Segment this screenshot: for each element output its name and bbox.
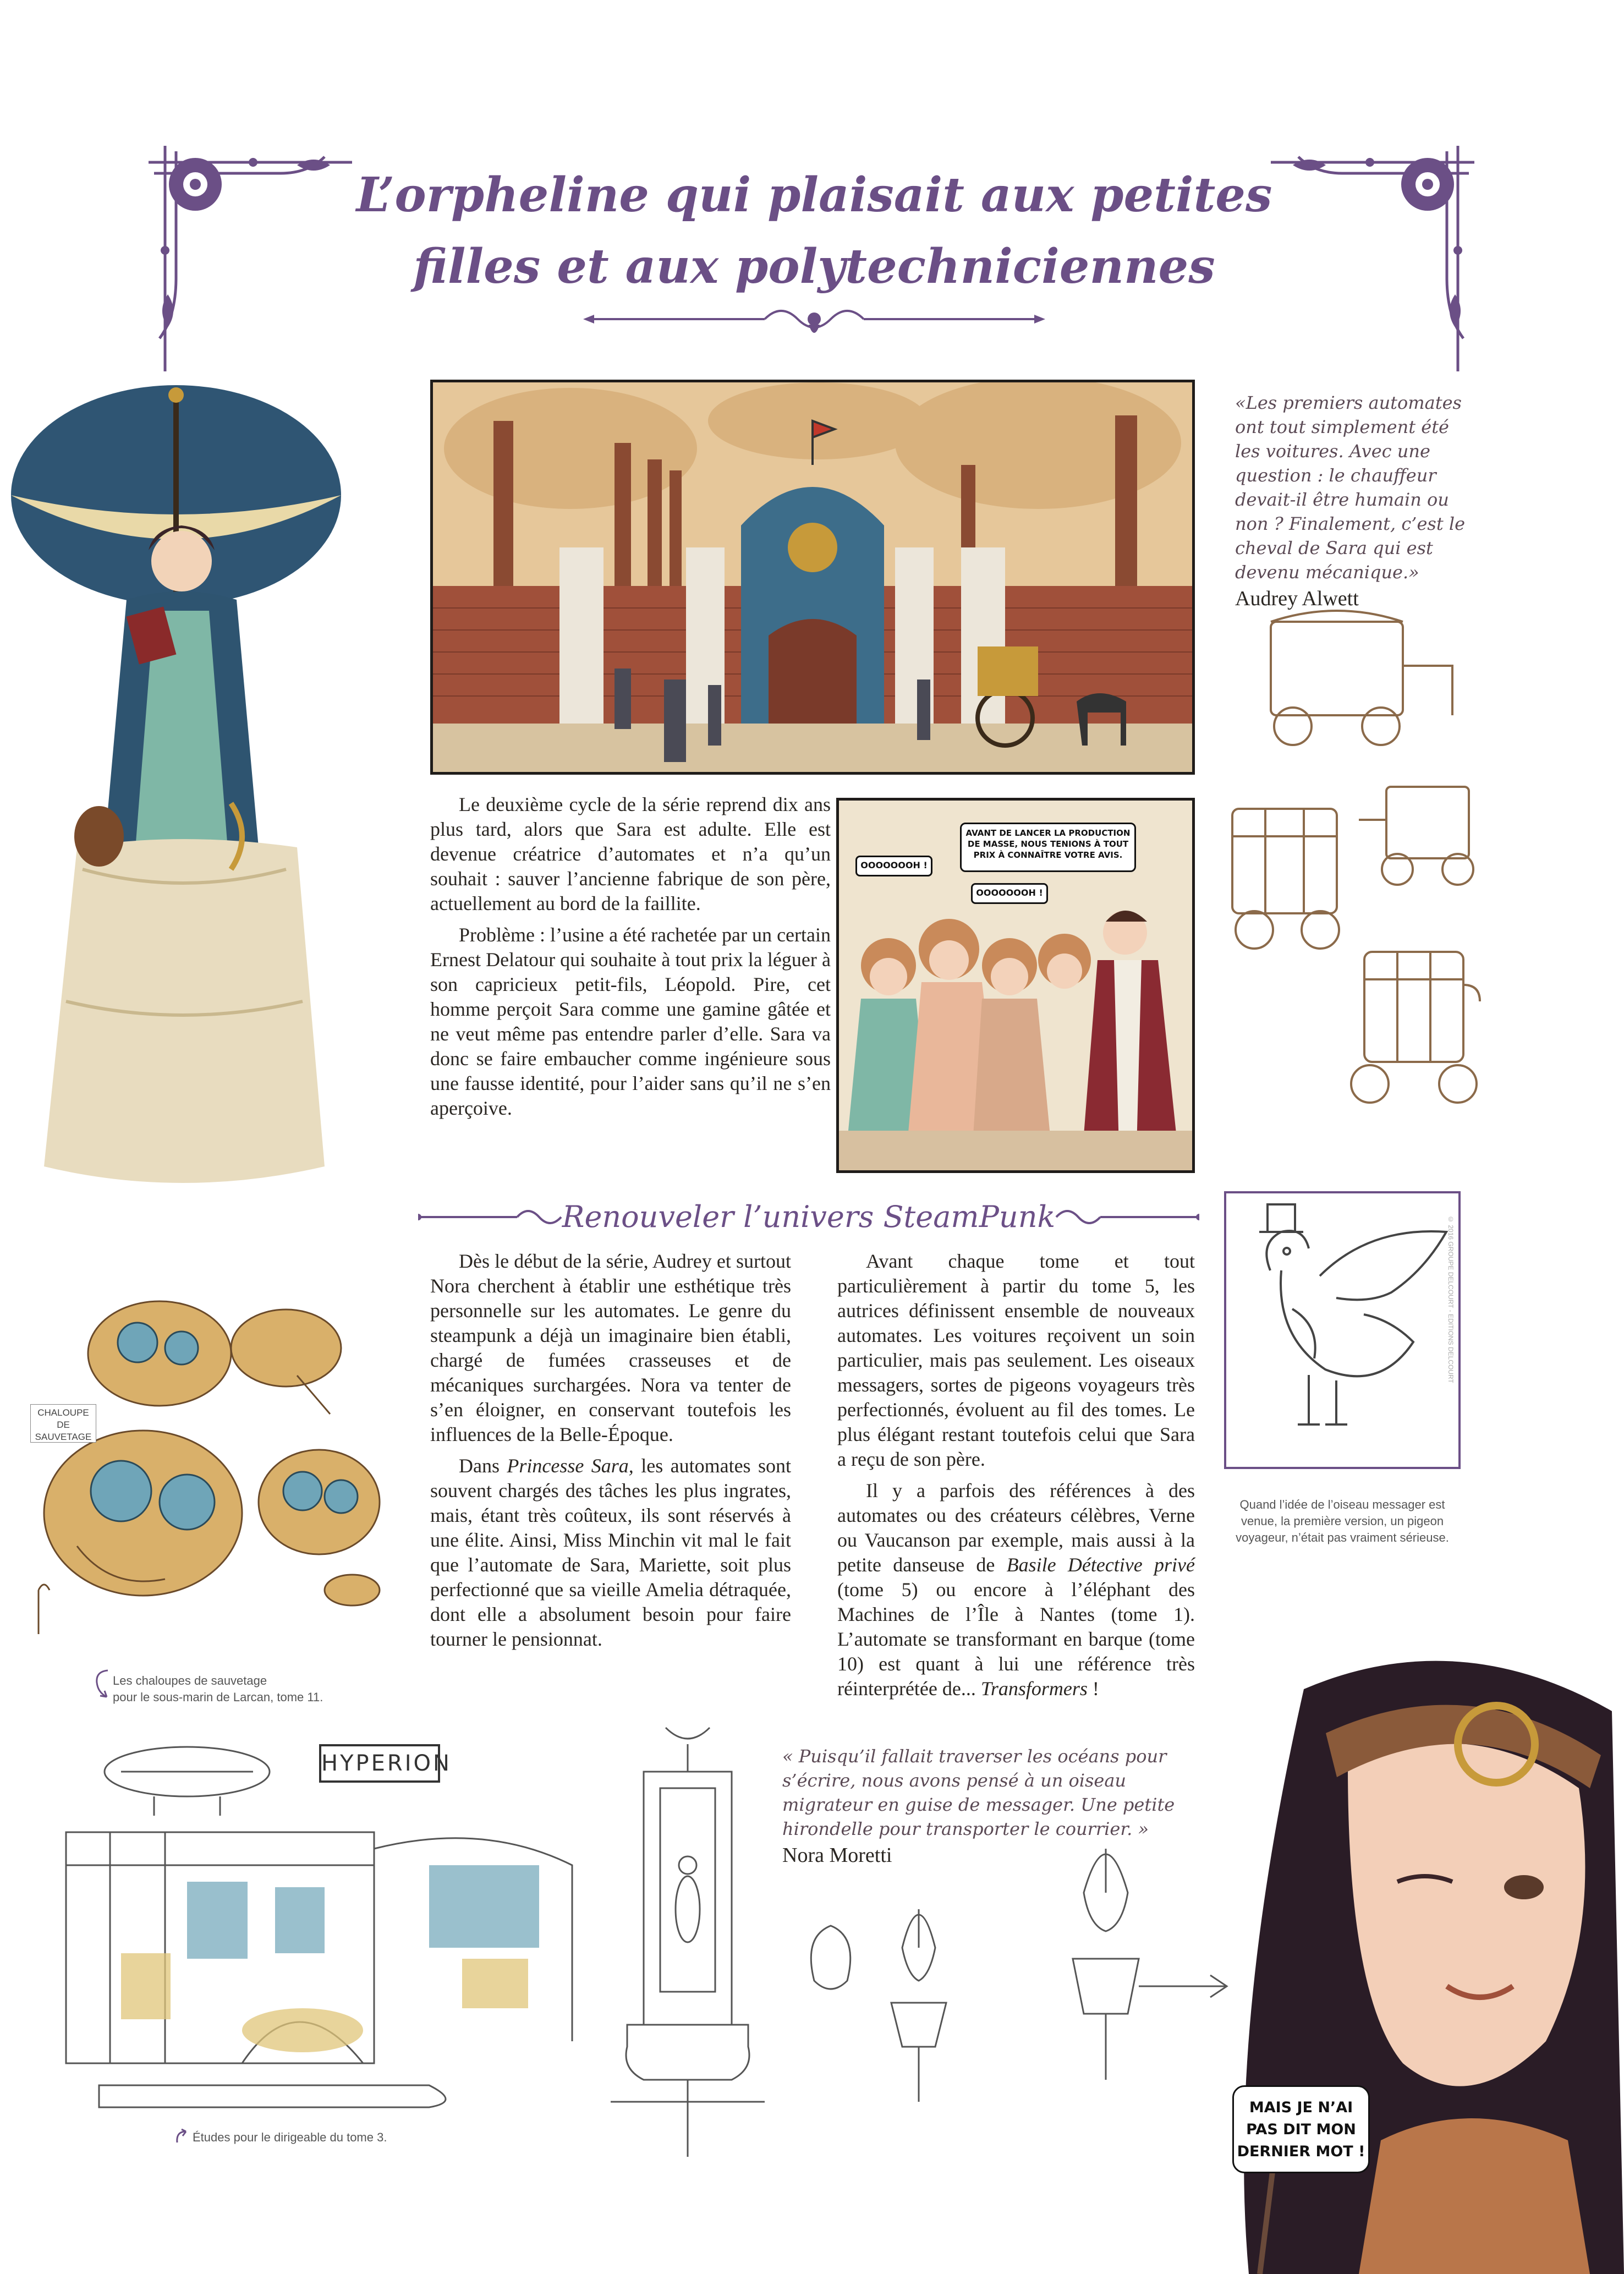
- title-divider-ornament: [583, 297, 1045, 341]
- quote-nora-author: Nora Moretti: [782, 1844, 892, 1867]
- col1-p2-title-princesse-sara: Princesse Sara,: [507, 1455, 634, 1477]
- corner-ornament-left: [143, 140, 358, 377]
- airship-caption: Études pour le dirigeable du tome 3.: [193, 2130, 387, 2144]
- speech-bubble-final: [1232, 2085, 1370, 2173]
- lifeboat-caption-line-1: Les chaloupes de sauvetage: [113, 1674, 267, 1687]
- lifeboat-caption: [113, 1673, 399, 1706]
- character-illustration-winking-woman: [1238, 1645, 1624, 2274]
- messenger-bird-sketch: [1226, 1193, 1458, 1467]
- caption-arrow-icon: [92, 1667, 111, 1700]
- section2-column-2: [837, 1249, 1195, 1708]
- speech-bubble-left: OOOOOOOH !: [855, 856, 932, 876]
- quote-nora-text: « Puisqu’il fallait traverser les océans pour s’écrire, nous avons pensé à un oiseau migrateur en guise de messager. Une petite hirondelle pour transporter le courrier. »: [782, 1746, 1175, 1839]
- section2-col2-paragraph-1: Avant chaque tome et tout particulièrement à partir du tome 5, les autrices définissent ensemble de nouveaux automates. Les voitures reçoivent un soin particulier, mais pas seulement. Les oiseaux messagers, sortes de pigeons voyageurs très perfectionnés, évoluent au fil des tomes. Le plus élégant restant toutefois celui que Sara a reçu de son père.: [837, 1250, 1195, 1470]
- intro-paragraph-1: Le deuxième cycle de la série reprend dix ans plus tard, alors que Sara est adulte. Elle est devenue créatrice d’automates et n’a qu’un souhait : sauver l’ancienne fabrique de son père, actuellement au bord de la faillite.: [430, 793, 831, 914]
- hyperion-sign: HYPERION: [319, 1744, 440, 1783]
- corner-ornament-right: [1265, 140, 1480, 377]
- caption-arrow-icon: [175, 2128, 191, 2145]
- final-bubble-line-2: PAS DIT MON: [1246, 2121, 1356, 2138]
- gear-icon: [169, 158, 222, 211]
- title-line-2: filles et aux polytechniciennes: [413, 239, 1215, 294]
- section2-column-1: [430, 1249, 791, 1658]
- col2-p2-title-transformers: Transformers: [980, 1678, 1088, 1700]
- final-bubble-line-1: MAIS JE N’AI: [1249, 2099, 1353, 2116]
- quote-audrey-author: Audrey Alwett: [1235, 587, 1359, 610]
- bird-caption: Quand l’idée de l’oiseau messager est venue, la première version, un pigeon voyageur, n’était pas vraiment sérieuse.: [1236, 1498, 1449, 1544]
- quote-audrey-alwett: [1235, 391, 1466, 611]
- factory-panel: [430, 380, 1195, 775]
- col2-p2-part-b: (tome 5) ou encore à l’éléphant des Machines de l’Île à Nantes (tome 1). L’automate se transformant en barque (tome 10) est quant à lui une référence très réinterprétée de...: [837, 1579, 1195, 1700]
- birdcage-lamp-sketches: [594, 1717, 1243, 2168]
- character-illustration-sara-umbrella: [0, 352, 352, 1210]
- col1-p2-rest: les automates sont souvent chargés des tâches les plus ingrates, mais, étant très coûteux, ils sont réservés à une élite. Ainsi, Miss Minchin vit mal le fait que l’automate de Sara, Mariette, soit plus perfectionné que sa vieille Amelia détraquée, dont elle a absolument besoin pour faire tourner le pensionnat.: [430, 1455, 791, 1650]
- comic-panel-presentation: [836, 798, 1195, 1173]
- col2-p2-title-basile: Basile Détective privé: [1006, 1554, 1195, 1576]
- final-bubble-line-3: DERNIER MOT !: [1237, 2143, 1365, 2160]
- bird-sketch-frame: [1224, 1191, 1461, 1469]
- quote-audrey-text: «Les premiers automates ont tout simplement été les voitures. Avec une question : le chauffeur devait-il être humain ou non ? Finalement, c’est le cheval de Sara qui est devenu mécanique.»: [1235, 392, 1466, 583]
- title-line-1: L’orpheline qui plaisait aux petites: [356, 167, 1272, 223]
- section2-col1-paragraph-1: Dès le début de la série, Audrey et surtout Nora cherchent à établir une esthétique très personnelle sur les automates. Le genre du steampunk a déjà un imaginaire bien établi, chargé de fumées crasseuses et de mécaniques surchargées. Nora va tenter de s’en éloigner, en conservant toutefois les influences de la Belle-Époque.: [430, 1250, 791, 1445]
- page-title: [352, 160, 1276, 303]
- factory-illustration: [433, 382, 1192, 772]
- lifeboat-caption-line-2: pour le sous-marin de Larcan, tome 11.: [113, 1690, 323, 1704]
- car-automaton-sketches: [1221, 600, 1485, 1150]
- sketch-label: CHALOUPE DE SAUVETAGE: [30, 1404, 96, 1443]
- section2-col1-paragraph-2: [430, 1454, 791, 1652]
- col2-p2-part-a: Il y a parfois des références à des automates ou des créateurs célèbres, Verne ou Vaucanson par exemple, mais aussi à la petite danseuse de: [837, 1480, 1195, 1576]
- intro-text: [430, 792, 831, 1127]
- col1-p2-prefix: Dans: [459, 1455, 507, 1477]
- lifeboat-sketches: [22, 1282, 396, 1667]
- section-title: Renouveler l’univers SteamPunk: [562, 1199, 1056, 1234]
- speech-bubble-middle: OOOOOOOH !: [971, 883, 1048, 904]
- col2-p2-part-c: !: [1087, 1678, 1099, 1700]
- section2-col2-paragraph-2: [837, 1478, 1195, 1701]
- section-heading: [418, 1195, 1199, 1239]
- copyright-notice: © 2016 GROUPE DELCOURT - EDITIONS DELCOURT: [1447, 1215, 1455, 1383]
- speech-bubble-main: AVANT DE LANCER LA PRODUCTION DE MASSE, NOUS TENIONS À TOUT PRIX À CONNAÎTRE VOTRE AVIS.: [960, 823, 1136, 872]
- intro-paragraph-2: Problème : l’usine a été rachetée par un certain Ernest Delatour qui souhaite à tout prix la léguer à son capricieux petit-fils, Léopold. Pire, cet homme perçoit Sara comme une gamine gâtée et ne veut même pas entendre parler d’elle. Sara va donc se faire embaucher comme ingénieure sous une fausse identité, pour l’aider sans qu’il ne s’en aperçoive.: [430, 924, 831, 1119]
